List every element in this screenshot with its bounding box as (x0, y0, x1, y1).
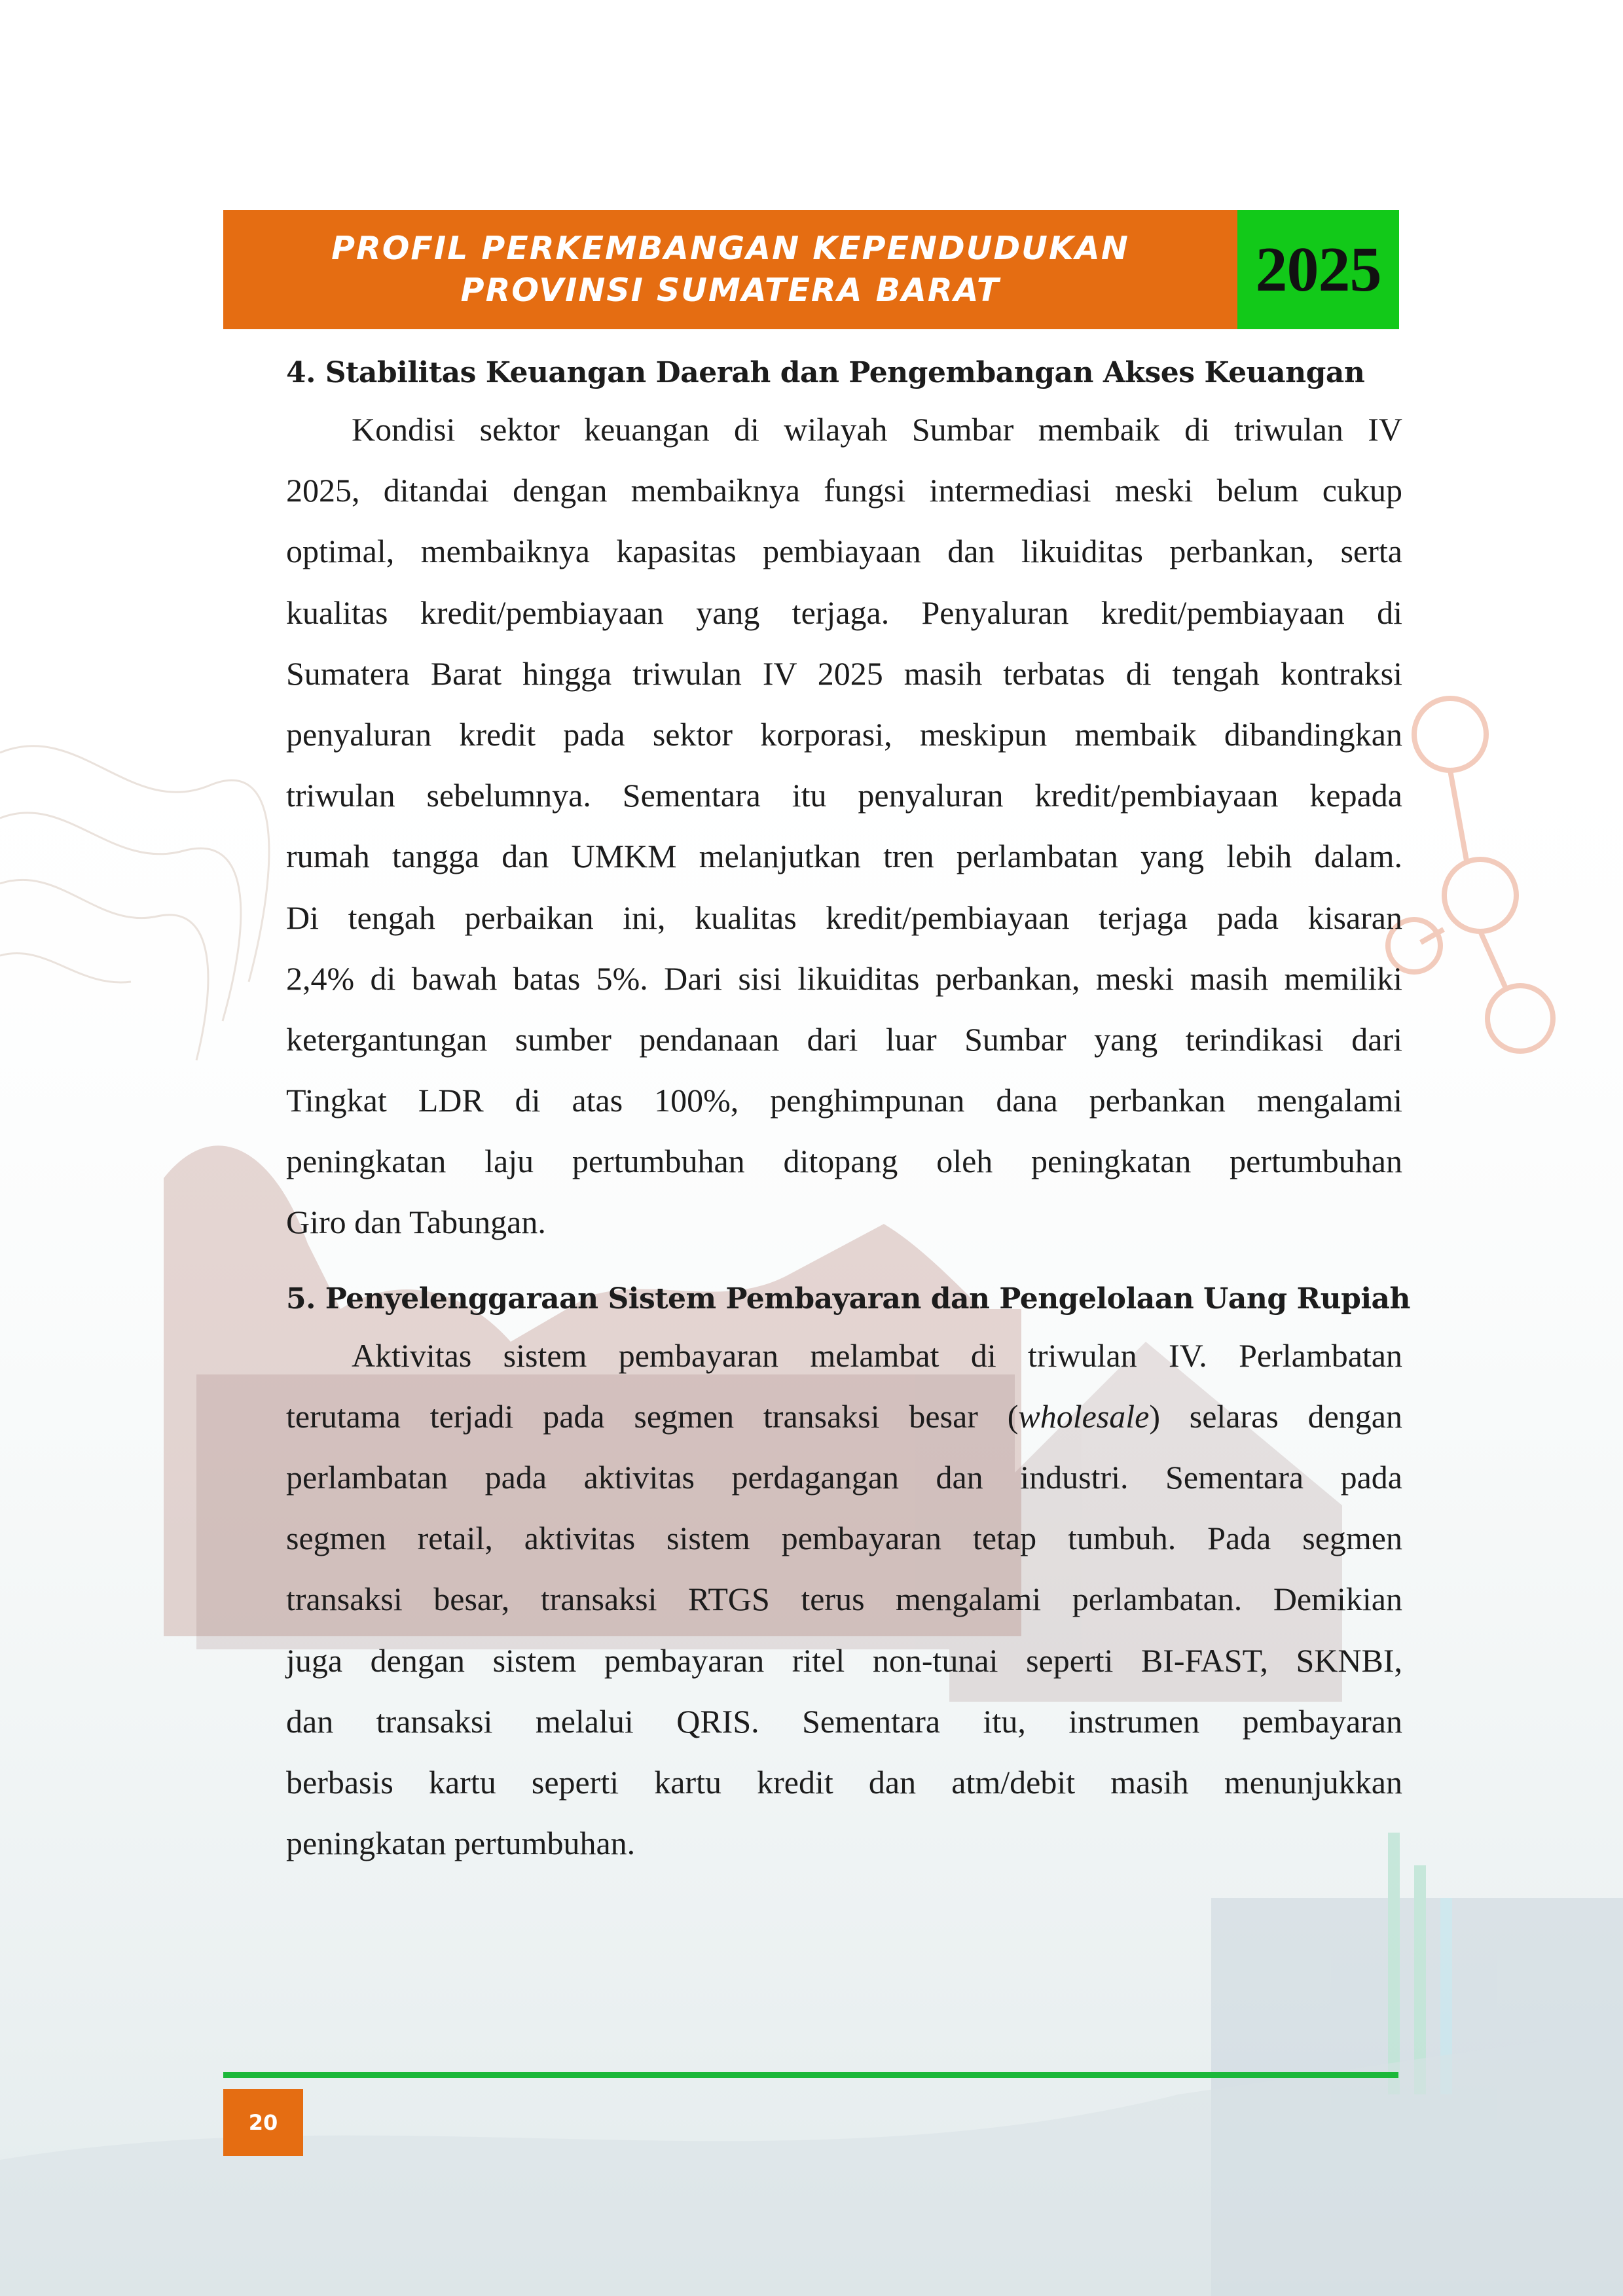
paragraph-line: Giro dan Tabungan. (286, 1204, 546, 1241)
section-5-paragraph (286, 1325, 1402, 1874)
section-4-paragraph (286, 399, 1402, 1253)
paragraph-line: Sumatera Barat hingga triwulan IV 2025 masih terbatas di tengah kontraksi (286, 655, 1402, 692)
paragraph-line: triwulan sebelumnya. Sementara itu penyaluran kredit/pembiayaan kepada (286, 777, 1402, 814)
year-text: 2025 (1255, 234, 1381, 305)
paragraph-line: peningkatan pertumbuhan. (286, 1825, 636, 1862)
paragraph-line: Kondisi sektor keuangan di wilayah Sumbar membaik di triwulan IV (352, 411, 1402, 448)
section-5-heading: 5. Penyelenggaraan Sistem Pembayaran dan Pengelolaan Uang Rupiah (286, 1282, 1411, 1316)
paragraph-line: peningkatan laju pertumbuhan ditopang oleh peningkatan pertumbuhan (286, 1143, 1402, 1180)
paragraph-line: berbasis kartu seperti kartu kredit dan atm/debit masih menunjukkan (286, 1763, 1402, 1801)
paragraph-line: 2,4% di bawah batas 5%. Dari sisi likuiditas perbankan, meski masih memiliki (286, 960, 1402, 997)
section-4-heading: 4. Stabilitas Keuangan Daerah dan Pengembangan Akses Keuangan (286, 356, 1365, 389)
paragraph-line: perlambatan pada aktivitas perdagangan dan industri. Sementara pada (286, 1459, 1402, 1496)
text-run: ) selaras dengan (1149, 1397, 1402, 1435)
header-title-line2: PROVINSI SUMATERA BARAT (460, 272, 1000, 309)
header-banner (223, 210, 1237, 329)
year-badge (1237, 210, 1399, 329)
paragraph-line: penyaluran kredit pada sektor korporasi, meskipun membaik dibandingkan (286, 715, 1402, 753)
paragraph-line: Tingkat LDR di atas 100%, penghimpunan dana perbankan mengalami (286, 1082, 1402, 1119)
paragraph-line: Aktivitas sistem pembayaran melambat di triwulan IV. Perlambatan (352, 1336, 1402, 1374)
page-number: 20 (248, 2110, 278, 2135)
main-content (286, 347, 1411, 1874)
text-run: terutama terjadi pada segmen transaksi besar ( (286, 1397, 1019, 1435)
header-title-line1: PROFIL PERKEMBANGAN KEPENDUDUKAN (331, 230, 1129, 267)
paragraph-line: dan transaksi melalui QRIS. Sementara itu, instrumen pembayaran (286, 1702, 1402, 1740)
section-gap (286, 1253, 1402, 1273)
paragraph-line: transaksi besar, transaksi RTGS terus mengalami perlambatan. Demikian (286, 1581, 1402, 1618)
footer-rule (223, 2072, 1398, 2078)
paragraph-line: rumah tangga dan UMKM melanjutkan tren perlambatan yang lebih dalam. (286, 838, 1402, 875)
italic-term: wholesale (1018, 1397, 1150, 1435)
paragraph-line: segmen retail, aktivitas sistem pembayaran tetap tumbuh. Pada segmen (286, 1520, 1402, 1557)
page-number-badge (223, 2089, 303, 2156)
paragraph-line: juga dengan sistem pembayaran ritel non-tunai seperti BI-FAST, SKNBI, (286, 1641, 1402, 1679)
paragraph-line (286, 1386, 1402, 1447)
paragraph-line: optimal, membaiknya kapasitas pembiayaan dan likuiditas perbankan, serta (286, 533, 1402, 570)
paragraph-line: ketergantungan sumber pendanaan dari luar Sumbar yang terindikasi dari (286, 1020, 1402, 1058)
paragraph-line: 2025, ditandai dengan membaiknya fungsi intermediasi meski belum cukup (286, 472, 1402, 509)
paragraph-line: Di tengah perbaikan ini, kualitas kredit/pembiayaan terjaga pada kisaran (286, 899, 1402, 936)
paragraph-line: kualitas kredit/pembiayaan yang terjaga. Penyaluran kredit/pembiayaan di (286, 594, 1402, 631)
